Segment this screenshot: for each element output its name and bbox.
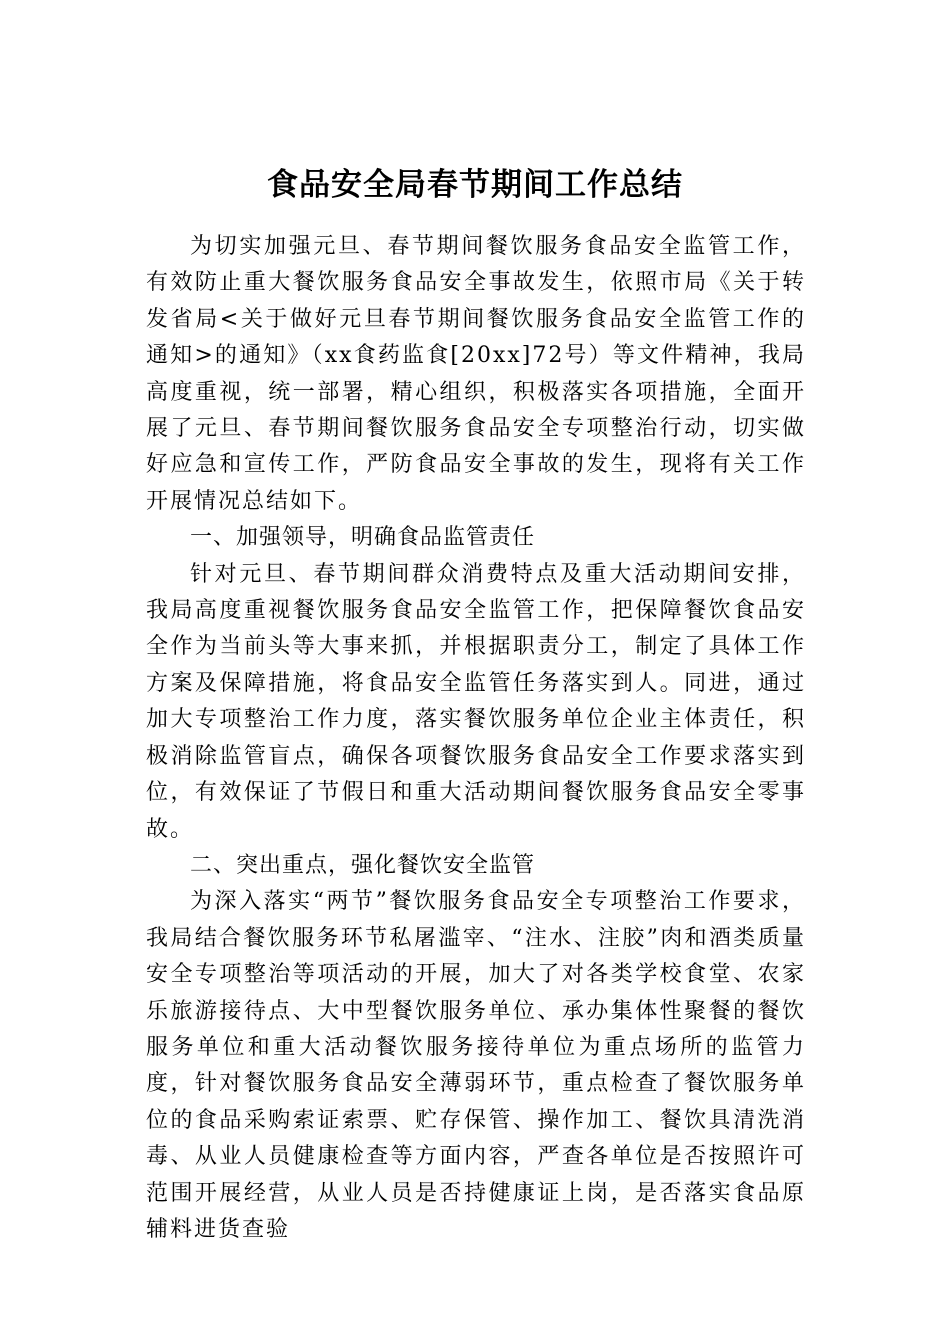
section-paragraph-1: 针对元旦、春节期间群众消费特点及重大活动期间安排，我局高度重视餐饮服务食品安全监管工作，把保障餐饮食品安全作为当前头等大事来抓，并根据职责分工，制定了具体工作方案及保障措施，将食品安全监管任务落实到人。同进，通过加大专项整治工作力度，落实餐饮服务单位企业主体责任，积极消除监管盲点，确保各项餐饮服务食品安全工作要求落实到位，有效保证了节假日和重大活动期间餐饮服务食品安全零事故。 — [146, 561, 806, 842]
intro-paragraph: 为切实加强元旦、春节期间餐饮服务食品安全监管工作，有效防止重大餐饮服务食品安全事故发生，依照市局《关于转发省局<关于做好元旦春节期间餐饮服务食品安全监管工作的通知>的通知》（xx食药监食[20xx]72号）等文件精神，我局高度重视，统一部署，精心组织，积极落实各项措施，全面开展了元旦、春节期间餐饮服务食品安全专项整治行动，切实做好应急和宣传工作，严防食品安全事故的发生，现将有关工作开展情况总结如下。 — [146, 234, 806, 514]
document-title: 食品安全局春节期间工作总结 — [267, 167, 683, 203]
section-heading-1: 一、加强领导，明确食品监管责任 — [190, 525, 536, 551]
section-paragraph-2: 为深入落实“两节”餐饮服务食品安全专项整治工作要求，我局结合餐饮服务环节私屠滥宰、“注水、注胶”肉和酒类质量安全专项整治等项活动的开展，加大了对各类学校食堂、农家乐旅游接待点、大中型餐饮服务单位、承办集体性聚餐的餐饮服务单位和重大活动餐饮服务接待单位为重点场所的监管力度，针对餐饮服务食品安全薄弱环节，重点检查了餐饮服务单位的食品采购索证索票、贮存保管、操作加工、餐饮具清洗消毒、从业人员健康检查等方面内容，严查各单位是否按照许可范围开展经营，从业人员是否持健康证上岗，是否落实食品原辅料进货查验 — [146, 889, 806, 1242]
section-heading-2: 二、突出重点，强化餐饮安全监管 — [190, 852, 536, 878]
document-body — [146, 229, 806, 1248]
